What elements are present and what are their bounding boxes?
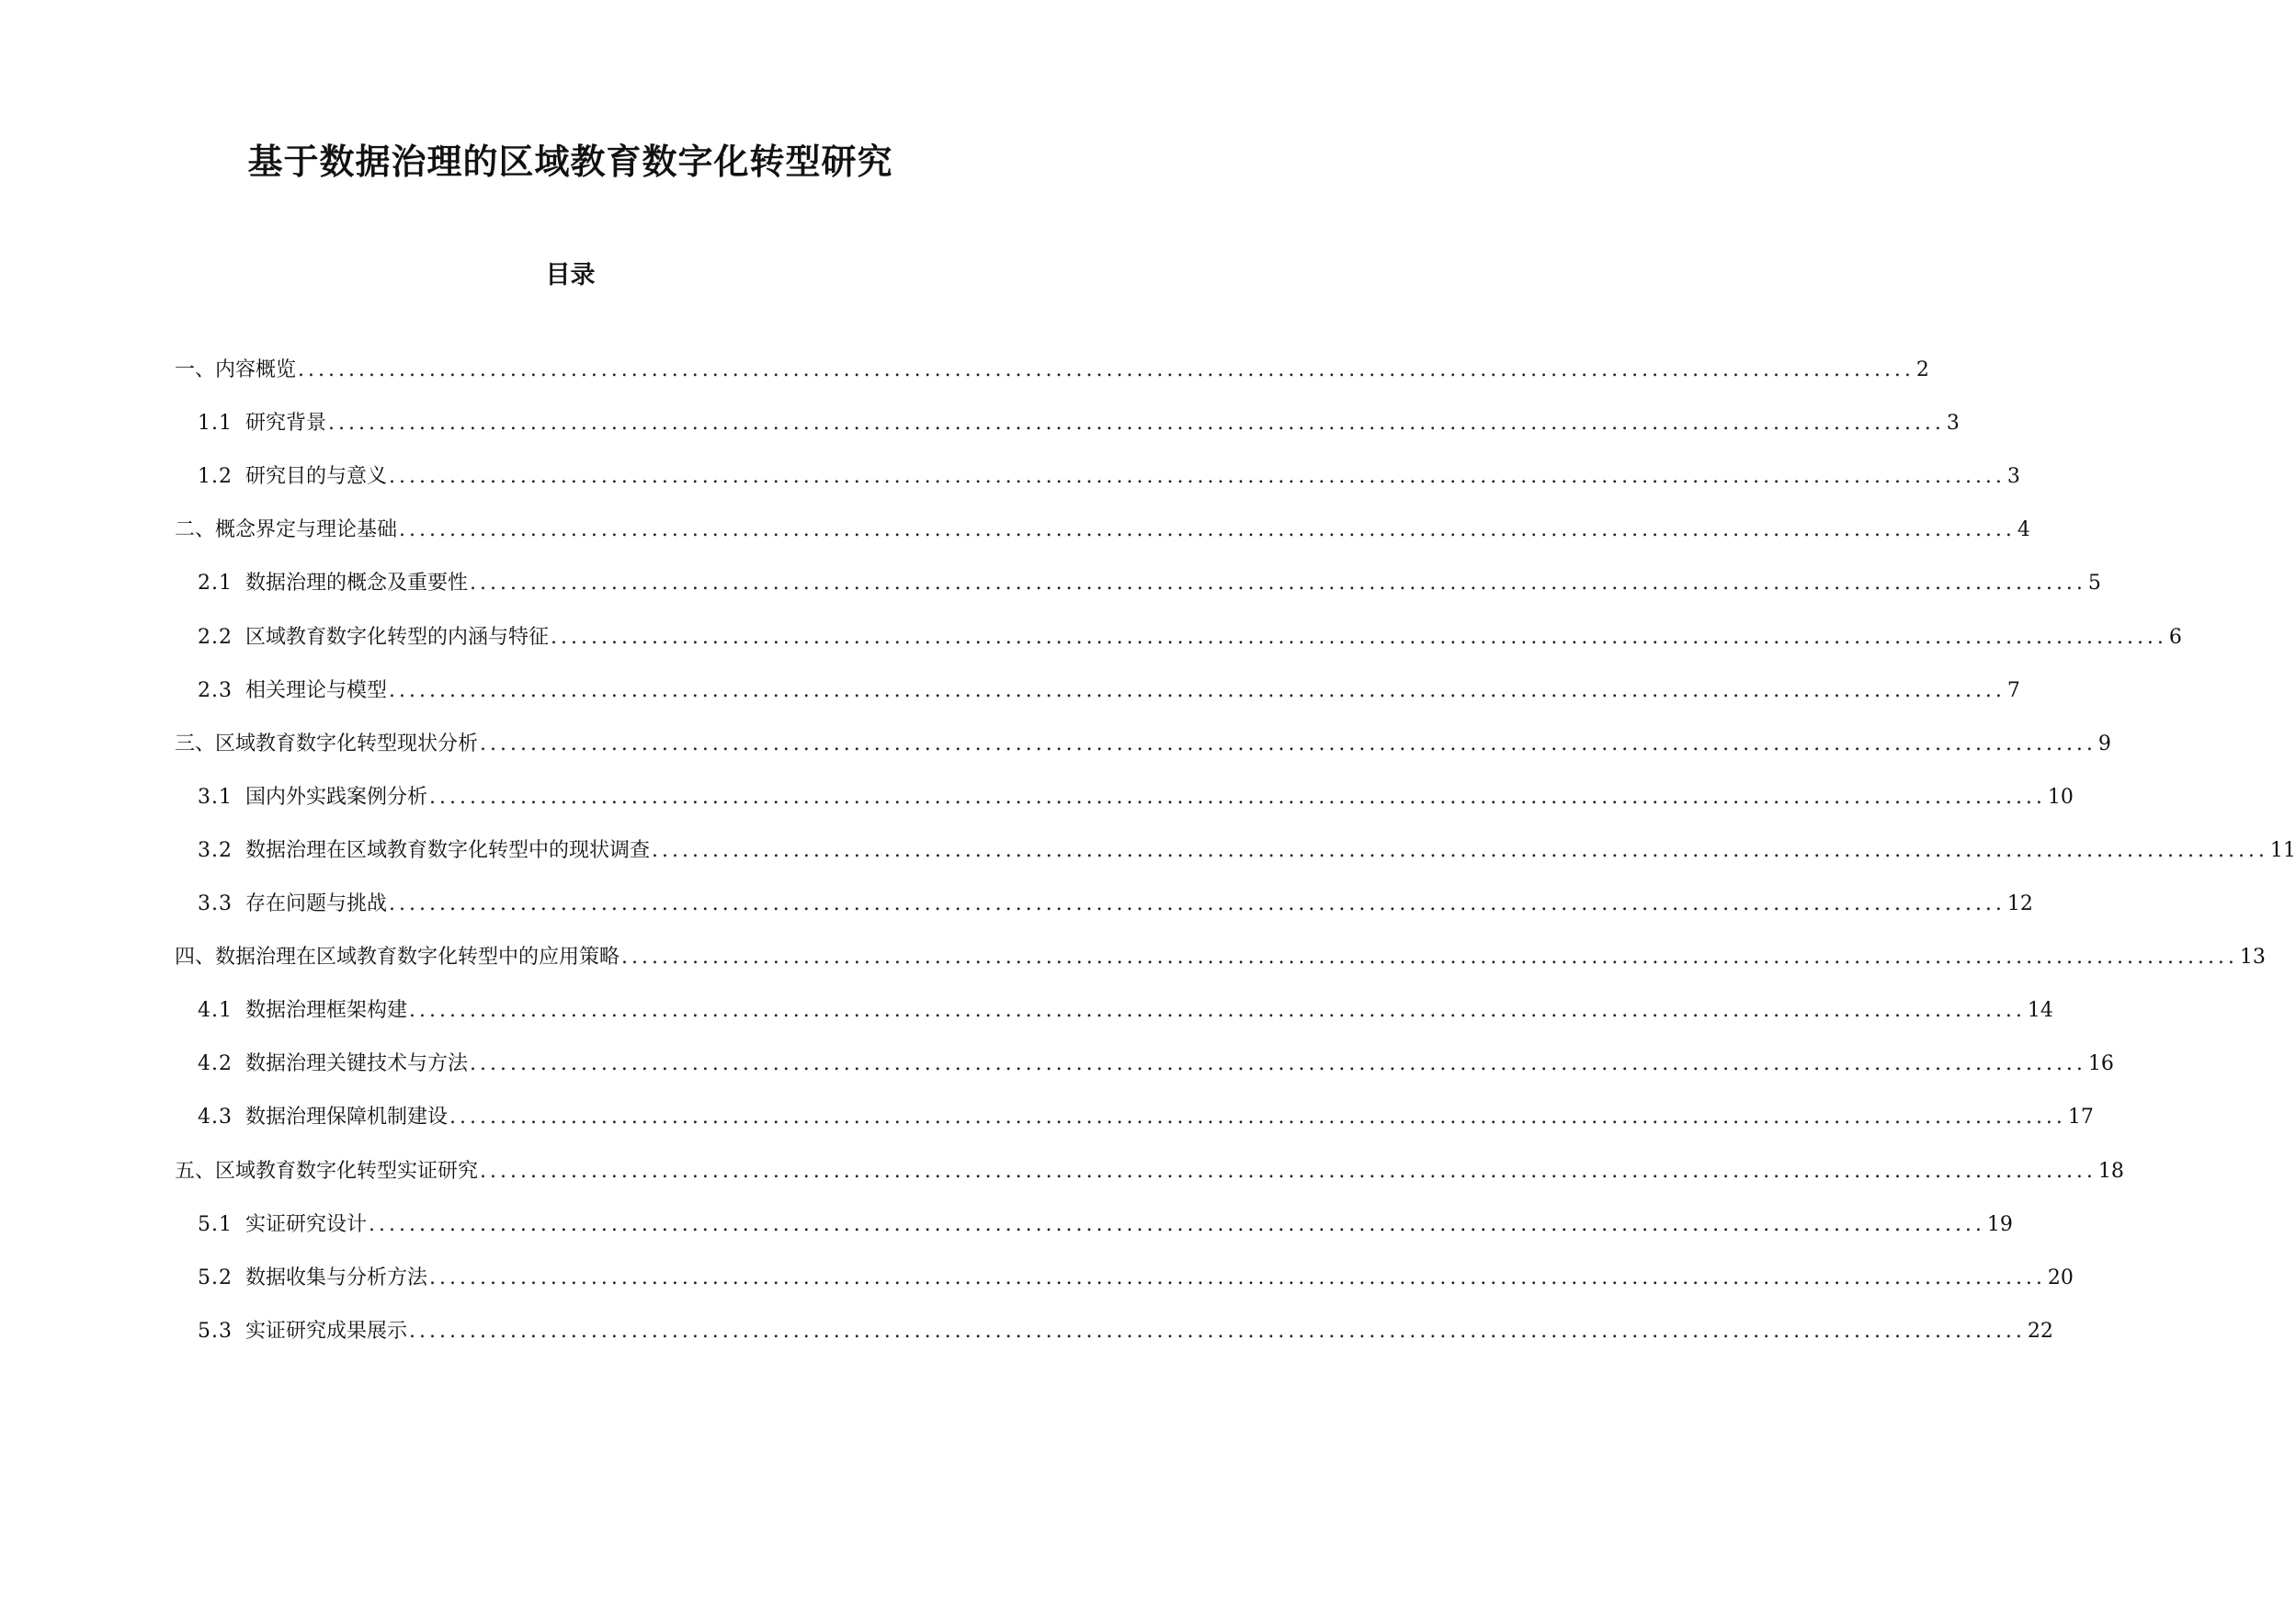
toc-dot-leader: ................................................................................................................................................................ <box>328 412 1945 435</box>
toc-dot-leader: ................................................................................................................................................................ <box>470 1052 2086 1075</box>
toc-dot-leader: ................................................................................................................................................................ <box>399 518 2016 541</box>
toc-entry[interactable] <box>198 1101 2094 1134</box>
toc-entry-page: 14 <box>2027 999 2053 1022</box>
toc-entry-title: 三、区域教育数字化转型现状分析 <box>175 732 479 755</box>
toc-entry-number: 1.1 <box>198 412 233 435</box>
toc-entry-page: 3 <box>2006 465 2020 488</box>
toc-entry-page: 10 <box>2047 786 2074 809</box>
toc-dot-leader: ................................................................................................................................................................ <box>480 1160 2097 1183</box>
toc-entry[interactable] <box>198 834 2296 868</box>
toc-heading: 目录 <box>545 261 596 289</box>
toc-entry-title: 四、数据治理在区域教育数字化转型中的应用策略 <box>175 946 620 969</box>
toc-entry[interactable] <box>198 460 2020 494</box>
toc-dot-leader: ................................................................................................................................................................ <box>389 465 2006 488</box>
toc-entry-number: 4.3 <box>198 1106 233 1129</box>
toc-entry-title: 五、区域教育数字化转型实证研究 <box>175 1160 479 1183</box>
toc-entry-title: 实证研究设计 <box>245 1213 368 1236</box>
toc-entry-number: 2.2 <box>198 626 233 649</box>
toc-entry-title: 研究背景 <box>245 412 327 435</box>
toc-entry-title: 存在问题与挑战 <box>245 892 388 915</box>
toc-entry-number: 1.2 <box>198 465 233 488</box>
toc-dot-leader: ................................................................................................................................................................ <box>389 892 2006 915</box>
toc-entry-page: 17 <box>2067 1106 2094 1129</box>
toc-entry-page: 2 <box>1915 358 1929 381</box>
toc-dot-leader: ................................................................................................................................................................ <box>369 1213 1985 1236</box>
toc-dot-leader: ................................................................................................................................................................ <box>480 732 2097 755</box>
toc-entry-page: 13 <box>2239 946 2266 969</box>
toc-entry[interactable] <box>175 1155 2124 1188</box>
toc-entry[interactable] <box>198 781 2074 814</box>
toc-entry-number: 3.3 <box>198 892 233 915</box>
toc-entry-title: 区域教育数字化转型的内涵与特征 <box>245 626 550 649</box>
toc-entry-number: 2.1 <box>198 572 233 595</box>
toc-entry-title: 国内外实践案例分析 <box>245 786 428 809</box>
toc-entry-title: 数据治理框架构建 <box>245 999 408 1022</box>
toc-entry-page: 9 <box>2097 732 2111 755</box>
toc-entry-title: 数据治理在区域教育数字化转型中的现状调查 <box>245 839 651 862</box>
toc-entry[interactable] <box>198 1048 2114 1081</box>
toc-entry[interactable] <box>198 1315 2053 1348</box>
toc-dot-leader: ................................................................................................................................................................ <box>621 946 2238 969</box>
toc-entry[interactable] <box>175 354 1929 387</box>
toc-entry-page: 16 <box>2087 1052 2114 1075</box>
toc-entry-number: 4.2 <box>198 1052 233 1075</box>
toc-entry-page: 20 <box>2047 1266 2074 1289</box>
toc-entry[interactable] <box>175 728 2111 761</box>
toc-entry-page: 7 <box>2006 679 2020 702</box>
toc-entry[interactable] <box>198 621 2182 654</box>
toc-entry[interactable] <box>198 888 2033 921</box>
toc-dot-leader: ................................................................................................................................................................ <box>429 1266 2046 1289</box>
toc-entry-title: 一、内容概览 <box>175 358 297 381</box>
toc-entry-title: 数据治理关键技术与方法 <box>245 1052 469 1075</box>
toc-entry-number: 5.1 <box>198 1213 233 1236</box>
toc-dot-leader: ................................................................................................................................................................ <box>389 679 2006 702</box>
toc-entry-page: 4 <box>2017 518 2030 541</box>
toc-dot-leader: ................................................................................................................................................................ <box>449 1106 2066 1129</box>
toc-entry-number: 4.1 <box>198 999 233 1022</box>
toc-entry-page: 12 <box>2006 892 2033 915</box>
toc-entry[interactable] <box>198 675 2020 708</box>
toc-entry-number: 2.3 <box>198 679 233 702</box>
toc-entry-title: 数据收集与分析方法 <box>245 1266 428 1289</box>
toc-entry[interactable] <box>175 941 2266 974</box>
toc-entry-title: 研究目的与意义 <box>245 465 388 488</box>
toc-entry-title: 数据治理保障机制建设 <box>245 1106 449 1129</box>
toc-entry[interactable] <box>175 514 2030 547</box>
toc-entry-number: 3.2 <box>198 839 233 862</box>
toc-entry[interactable] <box>198 567 2101 600</box>
toc-dot-leader: ................................................................................................................................................................ <box>409 1320 2026 1343</box>
toc-entry[interactable] <box>198 1262 2074 1295</box>
toc-entry-title: 实证研究成果展示 <box>245 1320 408 1343</box>
toc-dot-leader: ................................................................................................................................................................ <box>409 999 2026 1022</box>
toc-dot-leader: ................................................................................................................................................................ <box>298 358 1915 381</box>
toc-entry-title: 数据治理的概念及重要性 <box>245 572 469 595</box>
toc-entry[interactable] <box>198 994 2053 1027</box>
toc-entry[interactable] <box>198 407 1960 440</box>
toc-entry-page: 3 <box>1946 412 1960 435</box>
toc-entry-page: 18 <box>2097 1160 2124 1183</box>
toc-entry-page: 22 <box>2027 1320 2053 1343</box>
toc-entry-number: 5.2 <box>198 1266 233 1289</box>
toc-entry-number: 5.3 <box>198 1320 233 1343</box>
toc-dot-leader: ................................................................................................................................................................ <box>470 572 2086 595</box>
toc-entry-page: 11 <box>2269 839 2296 862</box>
toc-entry[interactable] <box>198 1209 2013 1242</box>
toc-dot-leader: ................................................................................................................................................................ <box>551 626 2167 649</box>
document-title: 基于数据治理的区域教育数字化转型研究 <box>247 141 893 182</box>
toc-entry-page: 19 <box>1986 1213 2013 1236</box>
toc-entry-title: 相关理论与模型 <box>245 679 388 702</box>
toc-dot-leader: ................................................................................................................................................................ <box>652 839 2268 862</box>
toc-entry-number: 3.1 <box>198 786 233 809</box>
toc-entry-page: 6 <box>2168 626 2182 649</box>
toc-dot-leader: ................................................................................................................................................................ <box>429 786 2046 809</box>
toc-entry-title: 二、概念界定与理论基础 <box>175 518 398 541</box>
toc-entry-page: 5 <box>2087 572 2101 595</box>
